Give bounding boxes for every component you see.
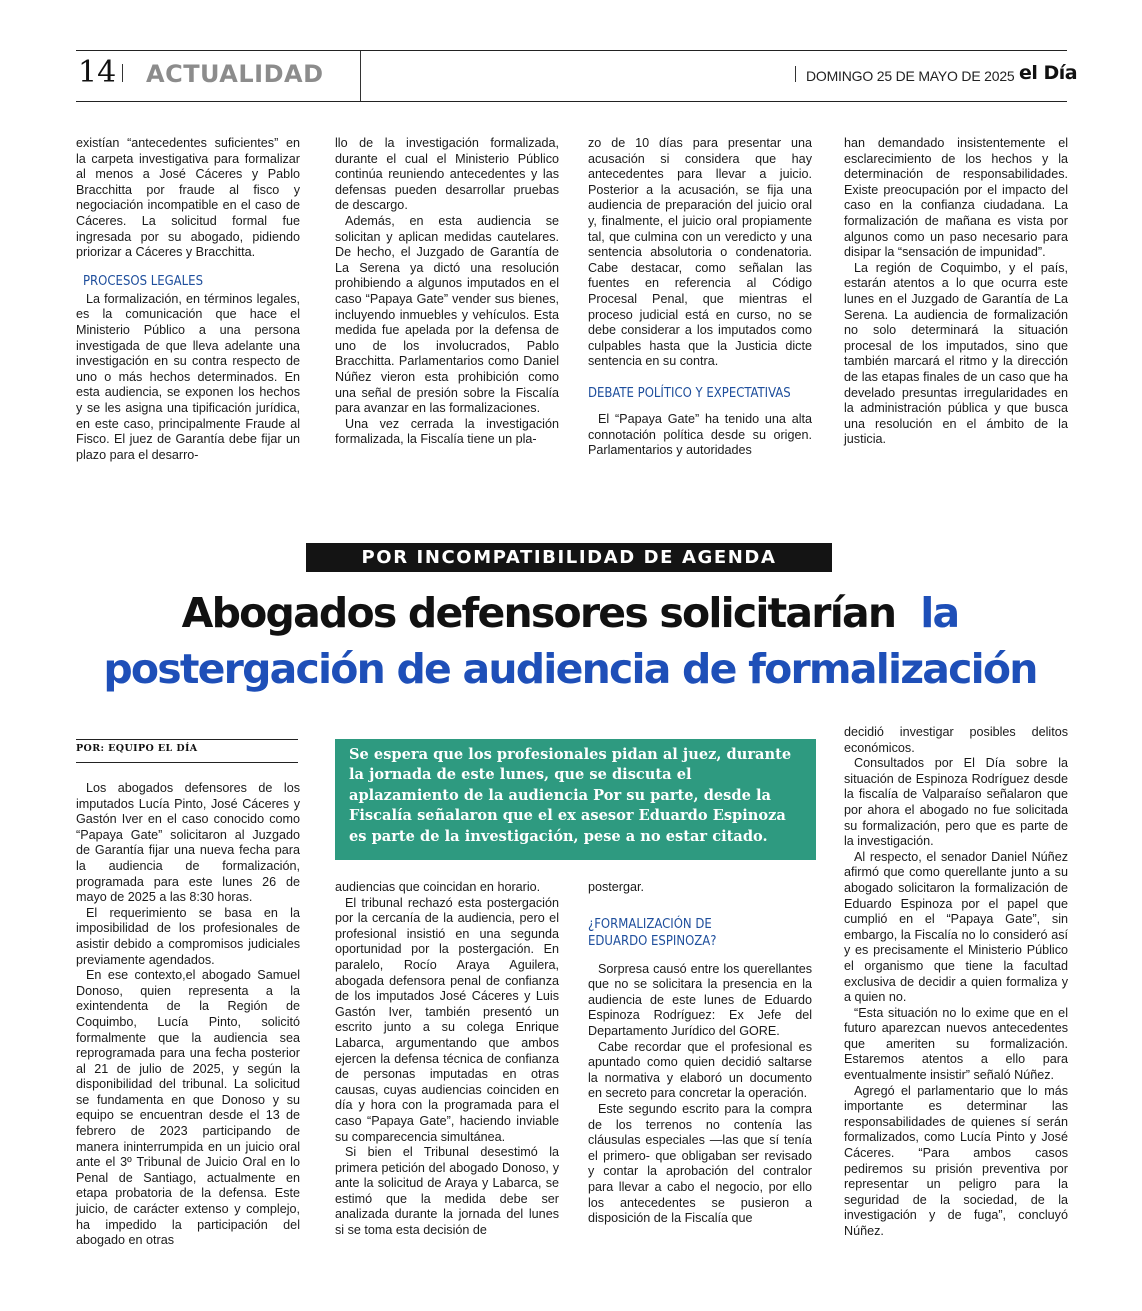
- subheading-line-1: ¿FORMALIZACIÓN DE: [588, 916, 712, 932]
- article-column-4: [844, 725, 1068, 1240]
- byline: POR: EQUIPO EL DÍA: [76, 743, 198, 754]
- header-divider: [122, 64, 123, 82]
- header-bottom-rule: [76, 101, 1067, 102]
- paragraph: postergar.: [588, 880, 645, 894]
- paragraph: Además, en esta audiencia se solicitan y aplican medidas cautelares. De hecho, el Juzgado de Garantía de La Serena ya dictó una resolución prohibiendo a algunos imputados en el caso “Papaya Gate” vender sus bienes, incluyendo inmuebles y vehículos. Esta medida fue apelada por la defensa de uno de los involucrados, Pablo Bracchitta. Parlamentarios como Daniel Núñez vieron esta prohibición como una señal de presión sobre la Fiscalía para avanzar en las formalizaciones.: [335, 213, 559, 416]
- paragraph: existían “antecedentes suficientes” en la carpeta investigativa para formalizar al menos a José Cáceres y Pablo Bracchitta por fraude al fisco y negociación incompatible en el caso de Cáceres. La solicitud formal fue ingresada por su abogado, pidiendo priorizar a Cáceres y Bracchitta.: [76, 136, 300, 260]
- paragraph: Consultados por El Día sobre la situación de Espinoza Rodríguez desde la fiscalía de Valparaíso señalaron que por ahora el abogado no fue solicitada su formalización, pero que es parte de la investigación.: [844, 756, 1068, 849]
- paragraph: han demandado insistentemente el esclarecimiento de los hechos y la determinación de responsabilidades. Existe preocupación por el impacto del caso en la confianza ciudadana. La formalización de mañana es vista por algunos como un paso necesario para disipar la “sensación de impunidad”.: [844, 136, 1068, 260]
- paragraph: Al respecto, el senador Daniel Núñez afirmó que como querellante junto a su abogado solicitaron la formalización de Eduardo Espinoza por el papel que cumplió en el “Papaya Gate”, sin embargo, la Fiscalía no lo consideró así y es precisamente el Ministerio Público el organismo que tiene la facultad exclusiva de decidir a quien formaliza y a quien no.: [844, 849, 1068, 1005]
- header-divider: [360, 51, 361, 101]
- paragraph: llo de la investigación formalizada, durante el cual el Ministerio Público continúa reuniendo antecedentes y las defensas pueden desarrollar pruebas de descargo.: [335, 136, 559, 213]
- paragraph: La formalización, en términos legales, es la comunicación que hace el Ministerio Público a una persona investigada de que lleva adelante una investigación en su contra respecto de uno o más hechos determinados. En esta audiencia, se exponen los hechos y se les asigna una tipificación jurídica, en este caso, principalmente Fraude al Fisco. El juez de Garantía debe fijar un plazo para el desarro-: [76, 291, 300, 462]
- paragraph: El tribunal rechazó esta postergación por la cercanía de la audiencia, pero el profesional insistió en una segunda oportunidad por la postergación. En paralelo, Rocío Araya Aguilera, abogada defensora penal de confianza de los imputados José Cáceres y Luis Gastón Iver, también presentó un escrito junto a su colega Enrique Labarca, argumentando que ambos ejercen la defensa técnica de confianza de personas imputadas en otras causas, cuyas audiencias coinciden en día y hora con la programada para el caso “Papaya Gate”, haciendo inviable su comparecencia simultánea.: [335, 895, 559, 1144]
- paragraph: El “Papaya Gate” ha tenido una alta connotación política desde su origen. Parlamentarios y autoridades: [588, 411, 812, 458]
- header-divider: [795, 66, 796, 82]
- article-column-3: [588, 880, 812, 1227]
- paragraph: La región de Coquimbo, y el país, estarán atentos a lo que ocurra este lunes en el Juzgado de Garantía de La Serena. La audiencia de formalización no solo determinará la situación procesal de los imputados, sino que también marcará el ritmo y la dirección de las etapas finales de un caso que ha develado presuntas irregularidades en la administración pública y que busca una resolución en el ámbito de la justicia.: [844, 260, 1068, 447]
- subheading-line-2: EDUARDO ESPINOZA?: [588, 933, 717, 949]
- paragraph: Una vez cerrada la investigación formalizada, la Fiscalía tiene un pla-: [335, 416, 559, 447]
- header-top-rule: [76, 50, 1067, 51]
- byline-rule-bottom: [76, 762, 298, 763]
- highlight-box: Se espera que los profesionales pidan al juez, durante la jornada de este lunes, que se discuta el aplazamiento de la audiencia Por su parte, desde la Fiscalía señalaron que el ex asesor Eduardo Espinoza es parte de la investigación, pese a no estar citado.: [335, 739, 816, 860]
- paragraph: zo de 10 días para presentar una acusación si considera que hay antecedentes para llevar a juicio. Posterior a la acusación, se fija una audiencia de preparación del juicio oral y, finalmente, el juicio oral propiamente tal, que culmina con un veredicto y una sentencia absolutoria o condenatoria. Cabe destacar, como señalan las fuentes en referencia al Código Procesal Penal, que mientras el proceso judicial está en curso, no se debe considerar a los imputados como culpables hasta que la Justicia dicte sentencia en su contra.: [588, 136, 812, 369]
- paragraph: Agregó el parlamentario que lo más importante es determinar las responsabilidades de quienes sí serán formalizados, como Lucía Pinto y José Cáceres. “Para ambos casos pediremos su prisión preventiva por representar un peligro para la seguridad de la sociedad, de la investigación y de fuga”, concluyó Núñez.: [844, 1083, 1068, 1238]
- paragraph: En ese contexto,el abogado Samuel Donoso, quien representa a la exintendenta de la Región de Coquimbo, Lucía Pinto, solicitó formalmente que la audiencia sea reprogramada para una fecha posterior al 21 de julio de 2025, y según la disponibilidad del tribunal. La solicitud se fundamenta en que Donoso y su equipo se encuentran desde el 13 de febrero de 2023 participando de manera ininterrumpida en un juicio oral ante el 3º Tribunal de Juicio Oral en lo Penal de Santiago, actualmente en etapa probatoria de la defensa. Este juicio, de carácter extenso y complejo, ha impedido la participación del abogado en otras: [76, 968, 300, 1248]
- paragraph: Si bien el Tribunal desestimó la primera petición del abogado Donoso, y ante la solicitud de Araya y Labarca, se estimó que la medida debe ser analizada durante la jornada del lunes si se toma esta decisión de: [335, 1145, 559, 1238]
- top-column-1: [76, 136, 300, 463]
- top-column-3: [588, 136, 812, 459]
- newspaper-logo: el Día: [1019, 62, 1078, 84]
- headline: [70, 585, 1070, 697]
- paragraph: audiencias que coincidan en horario.: [335, 880, 541, 894]
- top-column-4: [844, 136, 1068, 448]
- paragraph: El requerimiento se basa en la imposibilidad de los profesionales de asistir debido a compromisos judiciales previamente agendados.: [76, 905, 300, 967]
- paragraph: Cabe recordar que el profesional es apuntado como quien decidió saltarse la normativa y elaboró un documento en secreto para concretar la operación.: [588, 1039, 812, 1101]
- paragraph: Los abogados defensores de los imputados Lucía Pinto, José Cáceres y Gastón Iver en el caso conocido como “Papaya Gate” solicitaron al Juzgado de Garantía fijar una nueva fecha para la audiencia de formalización, programada para este lunes 26 de mayo de 2025 a las 8:30 horas.: [76, 781, 300, 905]
- article-column-2: [335, 880, 559, 1239]
- subheading-formalizacion-espinoza: [588, 916, 812, 950]
- issue-date: DOMINGO 25 DE MAYO DE 2025: [806, 68, 1015, 84]
- paragraph: Sorpresa causó entre los querellantes que no se solicitara la presencia en la audiencia de este lunes de Eduardo Espinoza Rodríguez: Ex Jefe del Departamento Jurídico del GORE.: [588, 961, 812, 1038]
- headline-part-blue-1: la: [920, 589, 959, 637]
- subheading-debate-politico: DEBATE POLÍTICO Y EXPECTATIVAS: [588, 385, 791, 401]
- paragraph: “Esta situación no lo exime que en el futuro aparezcan nuevos antecedentes que ameriten su formalización. Estaremos atentos a ello para eventualmente insistir” señaló Núñez.: [844, 1005, 1068, 1083]
- headline-part-blue-2: postergación de audiencia de formalización: [103, 645, 1037, 693]
- byline-rule-top: [76, 739, 298, 740]
- top-column-2: [335, 136, 559, 448]
- paragraph: Este segundo escrito para la compra de los terrenos no contenía las cláusulas especiales —las que sí tenía el primero- que obligaban ser revisado y contar la aprobación del contralor para llevar a cabo el negocio, por ello los antecedentes se pusieron a disposición de la Fiscalía que: [588, 1101, 812, 1226]
- headline-part-black: Abogados defensores solicitarían: [181, 589, 896, 637]
- subheading-procesos-legales: PROCESOS LEGALES: [83, 273, 204, 289]
- article-column-1: [76, 781, 300, 1249]
- kicker-label: POR INCOMPATIBILIDAD DE AGENDA: [306, 543, 832, 572]
- page-number: 14: [78, 55, 117, 90]
- section-title: ACTUALIDAD: [146, 60, 324, 88]
- paragraph: decidió investigar posibles delitos económicos.: [844, 725, 1068, 755]
